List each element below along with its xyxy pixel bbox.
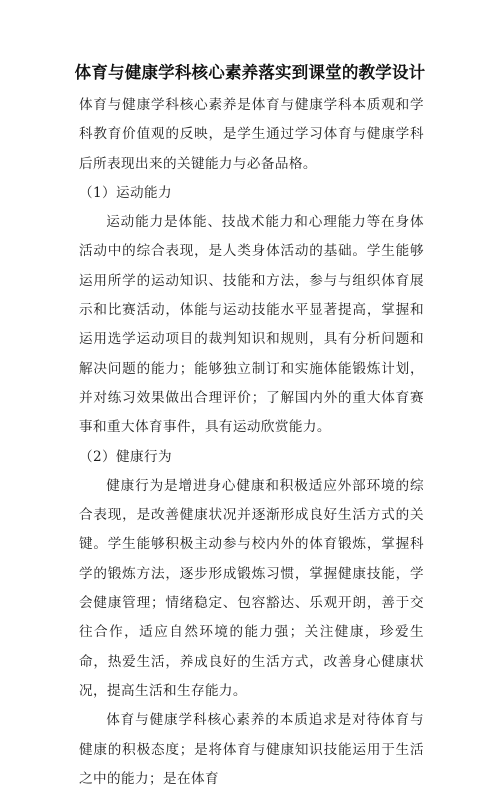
intro-paragraph: 体育与健康学科核心素养是体育与健康学科本质观和学科教育价值观的反映，是学生通过学习体育与健康学科后所表现出来的关键能力与必备品格。: [79, 97, 424, 172]
closing-paragraph: 体育与健康学科核心素养的本质追求是对待体育与健康的积极态度；是将体育与健康知识技能运用于生活之中的能力；是在体育: [79, 712, 424, 787]
section-paragraph-motor-ability: 运动能力是体能、技战术能力和心理能力等在身体活动中的综合表现，是人类身体活动的基础。学生能够运用所学的运动知识、技能和方法，参与与组织体育展示和比赛活动，体能与运动技能水平显著提高，掌握和运用选学运动项目的裁判知识和规则，具有分析问题和解决问题的能力；能够独立制订和实施体能锻炼计划，并对练习效果做出合理评价；了解国内外的重大体育赛事和重大体育事件，具有运动欣赏能力。: [79, 214, 424, 436]
document-title: 体育与健康学科核心素养落实到课堂的教学设计: [74, 63, 426, 82]
section-heading-health-behavior: （2）健康行为: [79, 448, 173, 465]
section-heading-motor-ability: （1）运动能力: [79, 184, 173, 201]
section-paragraph-health-behavior: 健康行为是增进身心健康和积极适应外部环境的综合表现，是改善健康状况并逐渐形成良好生活方式的关键。学生能够积极主动参与校内外的体育锻炼，掌握科学的锻炼方法，逐步形成锻炼习惯，掌握健康技能，学会健康管理；情绪稳定、包容豁达、乐观开朗，善于交往合作，适应自然环境的能力强；关注健康，珍爱生命，热爱生活，养成良好的生活方式，改善身心健康状况，提高生活和生存能力。: [79, 477, 424, 699]
document-body: [79, 91, 424, 794]
